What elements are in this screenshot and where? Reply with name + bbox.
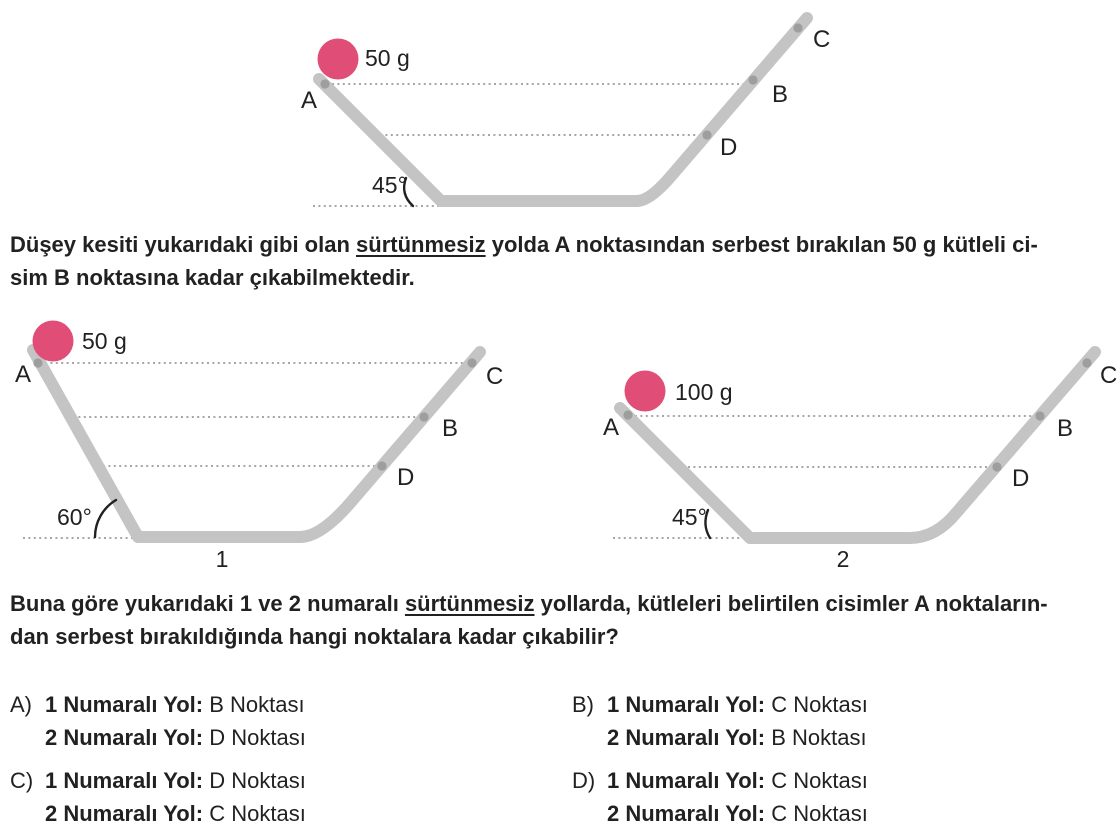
route1-value: B Noktası [209,692,305,717]
path-number-2: 2 [836,546,850,572]
frictionless-underline-1: sürtünmesiz [356,232,486,257]
route2-value: C Noktası [771,801,868,826]
option-d-route2 [607,797,868,830]
prompt-pre: Buna göre yukarıdaki 1 ve 2 numaralı [10,591,405,616]
point-label-b: B [772,81,789,108]
p2-ball [625,371,666,412]
p2-point-label-c: C [1100,362,1118,389]
route2-label: 2 Numaralı Yol: [607,725,766,750]
route2-value: D Noktası [209,725,306,750]
p1-point-label-b: B [442,415,459,442]
point-dot-a [320,79,329,88]
option-c [10,764,572,830]
option-a [10,688,572,754]
p2-point-dot-b [1035,411,1044,420]
p1-point-dot-d [377,461,386,470]
p1-point-label-a: A [15,361,32,388]
p2-point-dot-d [992,462,1001,471]
p1-ball [33,321,74,362]
option-d-letter: D) [572,768,596,793]
figure-top [0,0,1120,228]
p1-point-dot-c [467,358,476,367]
figure-path2 [603,352,1117,572]
p2-point-label-a: A [603,414,620,441]
option-a-letter: A) [10,692,32,717]
route1-label: 1 Numaralı Yol: [607,768,766,793]
option-c-letter: C) [10,768,34,793]
intro-line2: sim B noktasına kadar çıkabilmektedir. [10,265,415,290]
p2-point-dot-c [1082,358,1091,367]
p1-mass-label: 50 g [82,328,127,354]
intro-paragraph [10,228,1116,294]
intro-post: yolda A noktasından serbest bırakılan 50 g kütleli ci- [485,232,1038,257]
route2-value: B Noktası [771,725,867,750]
point-label-c: C [813,26,831,53]
route1-label: 1 Numaralı Yol: [607,692,766,717]
option-a-route2 [45,721,306,754]
p1-point-dot-b [419,412,428,421]
prompt-paragraph [10,587,1116,653]
route2-label: 2 Numaralı Yol: [45,725,204,750]
point-dot-b [748,75,757,84]
route2-label: 2 Numaralı Yol: [45,801,204,826]
point-label-a: A [301,87,318,114]
intro-pre: Düşey kesiti yukarıdaki gibi olan [10,232,357,257]
p1-angle-arc [95,500,116,537]
option-a-lines [45,688,306,754]
option-b-lines [607,688,868,754]
p2-point-label-d: D [1012,465,1030,492]
mass-label: 50 g [365,45,410,71]
route2-value: C Noktası [209,801,306,826]
route1-label: 1 Numaralı Yol: [45,768,204,793]
option-b [572,688,1116,754]
point-dot-c [793,23,802,32]
option-d [572,764,1116,830]
option-b-letter: B) [572,692,594,717]
p2-mass-label: 100 g [675,379,733,405]
figure-paths [0,310,1120,585]
p1-point-dot-a [33,358,42,367]
route2-label: 2 Numaralı Yol: [607,801,766,826]
route1-label: 1 Numaralı Yol: [45,692,204,717]
option-a-route1 [45,688,306,721]
angle-label: 45° [372,172,407,198]
path-number-1: 1 [215,546,229,572]
route1-value: C Noktası [771,768,868,793]
p1-angle-label: 60° [57,504,92,530]
option-c-route1 [45,764,306,797]
option-c-route2 [45,797,306,830]
option-c-lines [45,764,306,830]
p1-track-path [33,350,480,537]
route1-value: D Noktası [209,768,306,793]
prompt-line2: dan serbest bırakıldığında hangi noktalara kadar çıkabilir? [10,624,619,649]
figure-path1 [15,321,503,573]
point-label-d: D [720,134,738,161]
option-d-lines [607,764,868,830]
option-b-route1 [607,688,868,721]
prompt-post: yollarda, kütleleri belirtilen cisimler A noktaların- [534,591,1048,616]
ball [318,39,359,80]
p1-point-label-d: D [397,464,415,491]
options-grid [10,688,1116,830]
p1-point-label-c: C [486,363,504,390]
p2-angle-label: 45° [672,504,707,530]
option-d-route1 [607,764,868,797]
p2-point-label-b: B [1057,415,1074,442]
frictionless-underline-2: sürtünmesiz [404,591,535,616]
route1-value: C Noktası [771,692,868,717]
point-dot-d [702,130,711,139]
p2-point-dot-a [623,410,632,419]
option-b-route2 [607,721,868,754]
